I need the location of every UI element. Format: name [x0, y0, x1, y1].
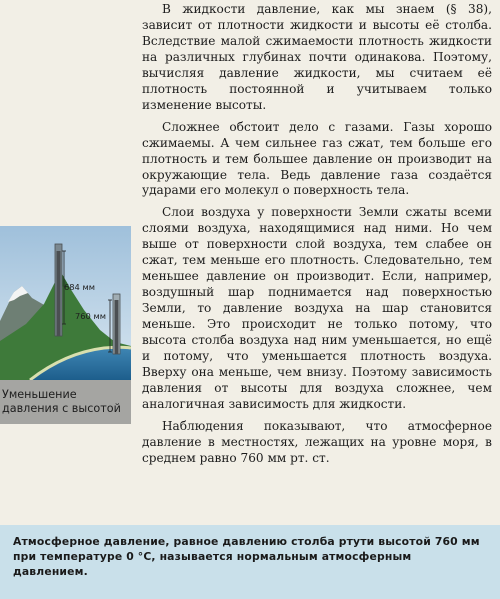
definition-text: Атмосферное давление, равное давлению столба ртути высотой 760 мм при температуре 0 °С, называется нормальным атмосферным давлением.: [13, 535, 480, 578]
main-text-column: [142, 2, 492, 473]
definition-box: [0, 525, 500, 599]
height-label-760: 760 мм: [75, 311, 106, 321]
paragraph-liquid-pressure: В жидкости давление, как мы знаем (§ 38), зависит от плотности жидкости и высоты её столба. Вследствие малой сжимаемости плотность жидкости на различных глубинах почти одинакова. Поэтому, вычисляя давление жидкости, мы считаем её плотность постоянной и учитываем только изменение высоты.: [142, 2, 492, 112]
altitude-pressure-figure: [0, 226, 131, 424]
paragraph-air-layers: Слои воздуха у поверхности Земли сжаты всеми слоями воздуха, находящимися над ними. Но чем выше от поверхности слой воздуха, тем слабее он сжат, тем меньше его плотность. Следовательно, тем меньшее давление он производит. Если, например, воздушный шар поднимается над поверхностью Земли, то давление воздуха на шар становится меньше. Это происходит не только потому, что высота столба воздуха над ним уменьшается, но ещё и потому, что уменьшается плотность воздуха. Вверху она меньше, чем внизу. Поэтому зависимость давления от высоты для воздуха сложнее, чем аналогичная зависимость для жидкости.: [142, 205, 492, 411]
paragraph-observations: Наблюдения показывают, что атмосферное давление в местностях, лежащих на уровне моря, в среднем равно 760 мм рт. ст.: [142, 418, 492, 465]
mountain-illustration: [0, 226, 131, 380]
height-label-684: 684 мм: [64, 282, 95, 292]
figure-panel: [0, 226, 131, 380]
figure-caption: Уменьшение давления с высотой: [0, 380, 131, 424]
paragraph-gases: Сложнее обстоит дело с газами. Газы хорошо сжимаемы. А чем сильнее газ сжат, тем больше его плотность и тем большее давление он производит на окружающие тела. Ведь давление газа создаётся ударами его молекул о поверхность тела.: [142, 119, 492, 198]
